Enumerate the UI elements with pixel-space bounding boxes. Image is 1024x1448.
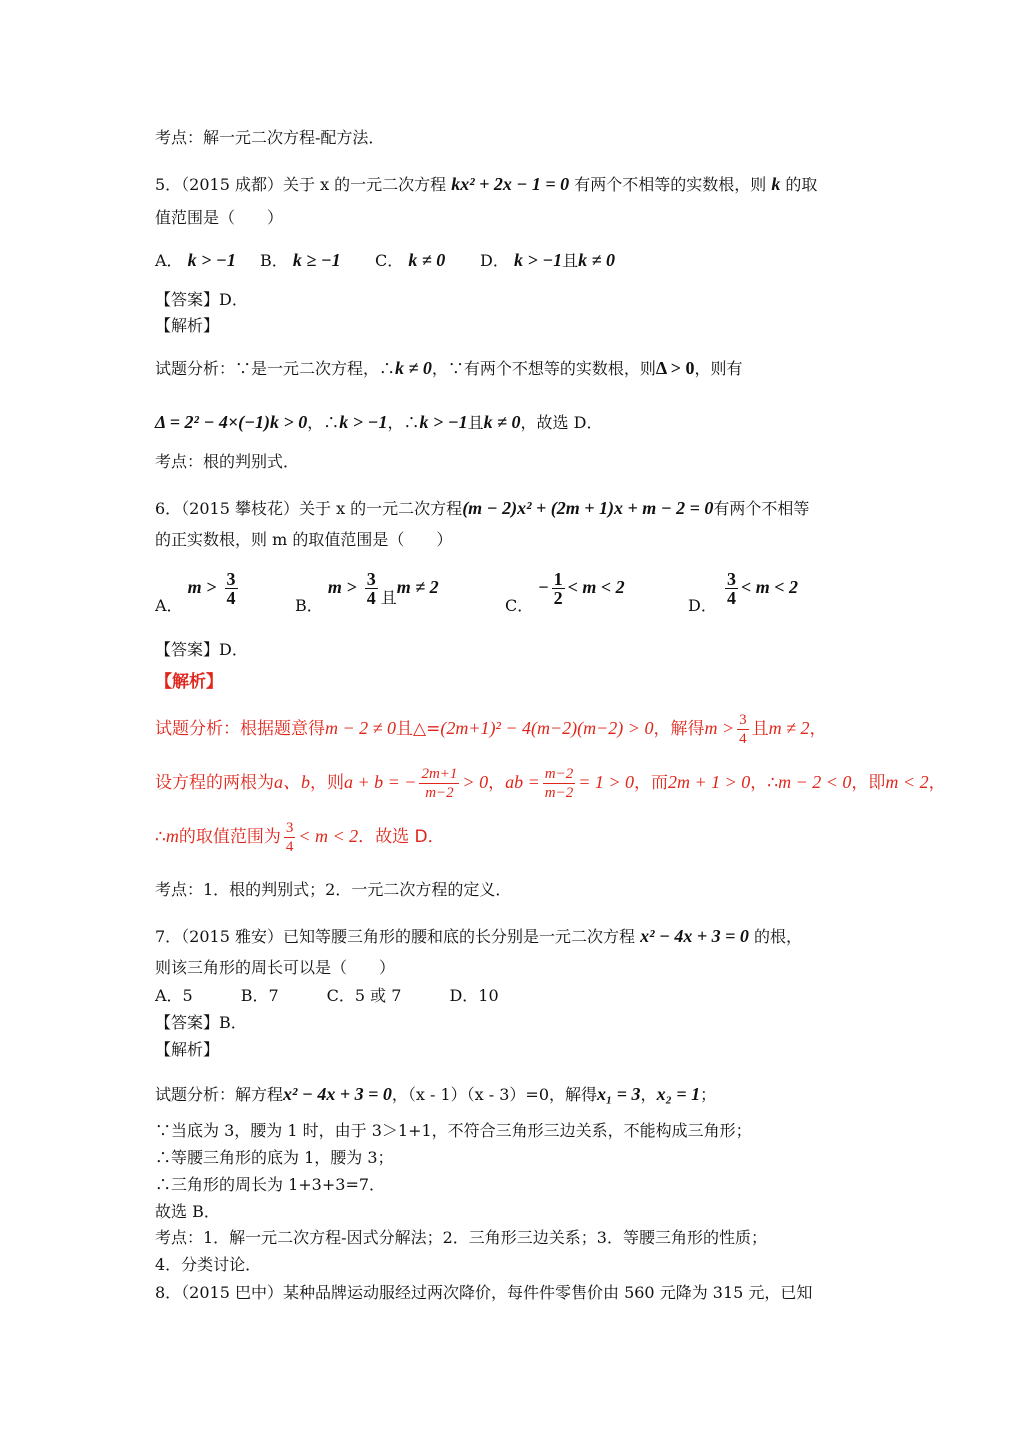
q6-r2-n2: m−2 <box>544 765 574 782</box>
q7-kaodian-line2: 4．分类讨论． <box>155 1255 262 1274</box>
q7-solution-line2: ∵当底为 3，腰为 1 时，由于 3＞1+1，不符合三角形三边关系，不能构成三角形； <box>155 1121 752 1140</box>
q6-r3-den: 4 <box>285 838 294 855</box>
q6-option-b-label: B． <box>295 596 323 615</box>
q5-option-c-value: k ≠ 0 <box>408 250 446 270</box>
q6-r3-num: 3 <box>285 819 294 836</box>
q6-r2-m: ，即 <box>851 773 886 793</box>
q6-option-c-post: < m < 2 <box>567 577 625 597</box>
q5-solution-line2 <box>155 412 602 433</box>
q5-s2-k3: k ≠ 0 <box>483 412 521 432</box>
q6-r1-g: 且 <box>751 719 769 739</box>
q5-kaodian: 考点：根的判别式． <box>155 452 300 471</box>
q6-stem <box>155 498 809 519</box>
q5-s2-c2: ，∴ <box>387 413 420 432</box>
q6-option-d-post: < m < 2 <box>740 577 798 597</box>
q5-option-b-value: k ≥ −1 <box>292 250 341 270</box>
q7-s1-eq: x² − 4x + 3 = 0 <box>283 1084 392 1104</box>
q7-kaodian-line1: 考点：1．解一元二次方程-因式分解法；2．三角形三边关系；3．等腰三角形的性质； <box>155 1228 767 1247</box>
q6-r3-e: ．故选 D． <box>358 827 445 847</box>
q6-r1-f: m > <box>704 718 735 738</box>
q5-option-d <box>480 248 615 271</box>
q6-r1-a: 试题分析：根据题意得 <box>155 719 325 739</box>
q7-stem-pre: 7．（2015 雅安）已知等腰三角形的腰和底的长分别是一元二次方程 <box>155 927 635 946</box>
q6-option-c-den: 2 <box>553 588 563 608</box>
q5-analysis-heading: 【解析】 <box>155 316 220 335</box>
q6-option-c-label: C． <box>505 596 534 615</box>
q6-stem-pre: 6．（2015 攀枝花）关于 x 的一元二次方程 <box>155 499 463 518</box>
q6-r1-e: ，解得 <box>653 719 705 739</box>
q5-option-a <box>155 248 236 271</box>
q5-stem-pre: 5．（2015 成都）关于 x 的一元二次方程 <box>155 175 447 194</box>
q6-stem-line2: 的正实数根，则 m 的取值范围是（ ） <box>155 530 453 549</box>
q7-s1-x1: x₁ = 3 <box>597 1084 641 1104</box>
q6-r1-c: 且△= <box>396 719 441 739</box>
q6-r3-d: < m < 2 <box>298 826 359 846</box>
q5-s1-post: ，则有 <box>694 359 743 378</box>
q6-r2-f: ， <box>488 773 506 793</box>
q6-option-a-label: A． <box>155 596 183 615</box>
q5-s2-k2: k > −1 <box>419 412 468 432</box>
q7-stem-line2: 则该三角形的周长可以是（ ） <box>155 958 396 977</box>
q6-r2-b: a、b <box>274 772 310 792</box>
q5-s2-post: ，故选 D． <box>520 413 603 432</box>
q5-option-c-label: C． <box>375 251 404 270</box>
q7-stem-post: 的根， <box>754 927 803 946</box>
q6-option-c-fraction <box>552 570 565 607</box>
q7-s1-post: ； <box>700 1085 717 1104</box>
q6-option-a <box>155 570 241 616</box>
q5-stem-post: 的取 <box>785 175 818 194</box>
q5-option-c <box>375 248 445 271</box>
q6-r3-b: m <box>165 826 179 846</box>
q6-option-b-and: 且 <box>380 588 397 607</box>
q6-option-d-fraction <box>725 570 738 607</box>
q6-r1-fraction <box>737 711 749 748</box>
q6-r1-den: 4 <box>739 730 747 747</box>
q5-stem-line2: 值范围是（ ） <box>155 208 284 227</box>
q6-r2-l: m − 2 < 0 <box>778 772 852 792</box>
q5-s2-eq: Δ = 2² − 4×(−1)k > 0 <box>155 412 308 432</box>
q6-r1-num: 3 <box>739 711 747 728</box>
q6-option-b-den: 4 <box>366 588 376 608</box>
q6-option-b-pre: m > <box>327 577 357 597</box>
q7-options: A．5 B．7 C．5 或 7 D．10 <box>155 986 499 1005</box>
q6-r1-i: ， <box>809 719 827 739</box>
q6-r2-d: a + b = − <box>344 772 417 792</box>
q6-r2-c: ，则 <box>310 773 344 793</box>
q7-solution-line5: 故选 B． <box>155 1202 220 1221</box>
q5-s1-pre: 试题分析：∵是一元二次方程，∴ <box>155 359 396 378</box>
q6-option-a-pre: m > <box>187 577 217 597</box>
q5-s2-and: 且 <box>467 413 484 432</box>
q5-s2-k1: k > −1 <box>339 412 388 432</box>
q7-answer: 【答案】B． <box>155 1013 247 1032</box>
q5-answer: 【答案】D． <box>155 290 248 309</box>
q6-r3-c: 的取值范围为 <box>178 827 281 847</box>
q7-solution-line4: ∴三角形的周长为 1+3+3=7． <box>155 1175 386 1194</box>
q5-option-a-value: k > −1 <box>187 250 236 270</box>
q6-r2-fraction1 <box>419 765 459 802</box>
q6-option-d <box>688 570 798 616</box>
q7-analysis-heading: 【解析】 <box>155 1040 220 1059</box>
q6-r3-fraction <box>284 819 296 856</box>
q6-r1-d: (2m+1)² − 4(m−2)(m−2) > 0 <box>440 718 654 738</box>
q5-option-d-and: 且 <box>562 251 579 270</box>
q7-s1-x2: x₂ = 1 <box>656 1084 701 1104</box>
q6-option-b-post: m ≠ 2 <box>396 577 439 597</box>
q5-stem-mid: 有两个不相等的实数根，则 <box>574 175 767 194</box>
q6-r2-i: ，而 <box>634 773 668 793</box>
q5-equation: kx² + 2x − 1 = 0 <box>451 174 570 194</box>
q6-option-c-sign: − <box>538 577 549 597</box>
q6-option-d-den: 4 <box>726 588 736 608</box>
q6-option-d-num: 3 <box>726 569 736 589</box>
q6-option-a-fraction <box>225 570 238 607</box>
q6-r1-b: m − 2 ≠ 0 <box>325 718 397 738</box>
q6-red-line1 <box>155 708 827 749</box>
q7-s1-pre: 试题分析：解方程 <box>155 1085 284 1104</box>
q6-r1-h: m ≠ 2 <box>768 718 810 738</box>
q6-r2-n1: 2m+1 <box>421 765 458 782</box>
q6-r2-k: ，∴ <box>750 773 779 793</box>
q6-option-b-num: 3 <box>366 569 376 589</box>
q6-r2-n: m < 2 <box>885 772 929 792</box>
q5-k: k <box>771 174 781 194</box>
q5-option-d-label: D． <box>480 251 509 270</box>
q6-r3-a: ∴ <box>155 827 166 847</box>
q6-option-a-num: 3 <box>226 569 236 589</box>
q6-r2-o: ， <box>928 773 946 793</box>
q6-red-line3 <box>155 816 445 857</box>
q7-s1-mid: ，（x - 1）（x - 3）=0，解得 <box>391 1085 597 1104</box>
q5-s2-c1: ，∴ <box>307 413 340 432</box>
q6-r2-e: > 0 <box>462 772 489 792</box>
q6-red-line2 <box>155 762 946 803</box>
q6-option-c-num: 1 <box>553 569 563 589</box>
q5-s1-mid: ，∵有两个不想等的实数根，则 <box>431 359 656 378</box>
q6-kaodian: 考点：1．根的判别式；2．一元二次方程的定义． <box>155 880 512 899</box>
q6-option-c <box>505 570 625 616</box>
q7-solution-line1: 试题分析：解方程x² − 4x + 3 = 0，（x - 1）（x - 3）=0，解得x₁ = 3，x₂ = 1； <box>155 1084 717 1104</box>
q6-r2-fraction2 <box>543 765 575 802</box>
q6-answer: 【答案】D． <box>155 640 248 659</box>
q5-solution-line1 <box>155 358 743 379</box>
q5-option-a-label: A． <box>155 251 183 270</box>
q5-option-d-value: k > −1 <box>513 250 563 270</box>
q6-r2-d1: m−2 <box>425 784 454 801</box>
q8-stem: 8．（2015 巴中）某种品牌运动服经过两次降价，每件件零售价由 560 元降为 315 元，已知 <box>155 1283 813 1302</box>
q6-option-d-label: D． <box>688 596 717 615</box>
q5-s1-delta: Δ > 0 <box>655 358 695 378</box>
q6-analysis-heading: 【解析】 <box>155 672 223 692</box>
q5-option-d-value2: k ≠ 0 <box>578 250 616 270</box>
q5-s1-k: k ≠ 0 <box>395 358 432 378</box>
q5-option-b-label: B． <box>260 251 288 270</box>
q6-r2-g: ab = <box>505 772 540 792</box>
q6-option-b-fraction <box>365 570 378 607</box>
q5-stem <box>155 174 817 195</box>
q7-solution-line3: ∴等腰三角形的底为 1，腰为 3； <box>155 1148 394 1167</box>
q6-option-a-den: 4 <box>226 588 236 608</box>
kaodian-q4: 考点：解一元二次方程-配方法． <box>155 128 385 147</box>
q7-stem <box>155 926 802 947</box>
q6-stem-post: 有两个不相等 <box>713 499 810 518</box>
q6-r2-d2: m−2 <box>544 784 574 801</box>
q6-option-b <box>295 570 439 616</box>
q6-r2-a: 设方程的两根为 <box>155 773 274 793</box>
q7-equation: x² − 4x + 3 = 0 <box>640 926 749 946</box>
q6-equation: (m − 2)x² + (2m + 1)x + m − 2 = 0 <box>462 498 714 518</box>
q6-r2-h: = 1 > 0 <box>578 772 634 792</box>
q5-option-b <box>260 248 341 271</box>
q6-r2-j: 2m + 1 > 0 <box>668 772 751 792</box>
